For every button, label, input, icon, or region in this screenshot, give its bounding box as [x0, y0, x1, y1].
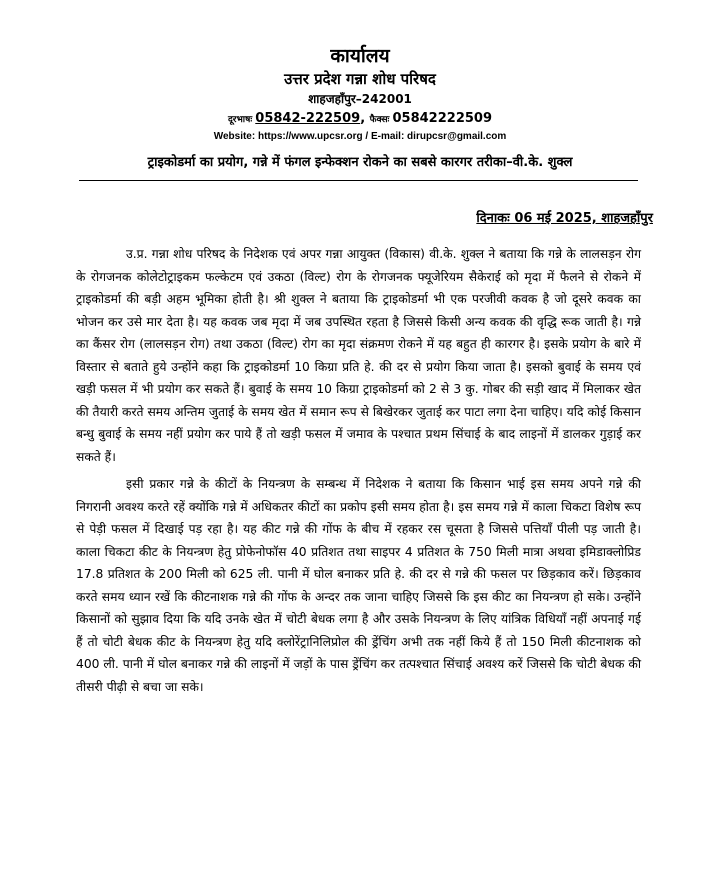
organization-name: उत्तर प्रदेश गन्ना शोध परिषद — [284, 70, 436, 88]
letterhead — [0, 44, 720, 144]
headline-divider — [79, 180, 638, 181]
website-email: Website: https://www.upcsr.org / E-mail: dirupcsr@gmail.com — [213, 131, 507, 142]
headline: ट्राइकोडर्मा का प्रयोग, गन्ने में फंगल इन्फेक्शन रोकने का सबसे कारगर तरीका–वी.के. शुक्ल — [147, 155, 573, 170]
contact-line: दूरभाषः 05842-222509, फैक्सः 05842222509 — [228, 111, 492, 126]
phone-label: दूरभाषः — [228, 115, 253, 125]
paragraph-pest-control: इसी प्रकार गन्ने के कीटों के नियन्त्रण के सम्बन्ध में निदेशक ने बताया कि किसान भाई इस समय अपने गन्ने की निगरानी अवश्य करते रहें क्योंकि गन्ने में अधिकतर कीटों का प्रकोप इसी समय होता है। इस समय गन्ने में काला चिकटा विशेष रूप से पेड़ी फसल में दिखाई पड़ रहा है। यह कीट गन्ने की गोंफ के बीच में रहकर रस चूसता है जिससे पत्तियाँ पीली पड़ जाती है। काला चिकटा कीट के नियन्त्रण हेतु प्रोफेनोफॉस 40 प्रतिशत तथा साइपर 4 प्रतिशत के 750 मिली मात्रा अथवा इमिडाक्लोप्रिड 17.8 प्रतिशत के 200 मिली को 625 ली. पानी में घोल बनाकर प्रति हे. की दर से गन्ने की फसल पर छिड़काव करें। छिड़काव करते समय ध्यान रखें कि कीटनाशक गन्ने की गोंफ के अन्दर तक जाना चाहिए जिससे कि इस कीट का नियन्त्रण हो सके। उन्होंने किसानों को सुझाव दिया कि यदि उनके खेत में चोटी बेधक लगा है और उसके नियन्त्रण के लिए यांत्रिक विधियाँ नहीं अपनाई गई हैं तो चोटी बेधक कीट के नियन्त्रण हेतु यदि क्लोरेंट्रानिलिप्रोल की ड्रेंचिंग अभी तक नहीं किये हैं तो 150 मिली कीटनाशक को 400 ली. पानी में घोल बनाकर गन्ने की लाइनों में जड़ों के पास ड्रेंचिंग कर तत्पश्चात सिंचाई अवश्य करें जिससे कि चोटी बेधक की तीसरी पीढ़ी से बचा जा सके। — [76, 477, 641, 694]
city-pincode: शाहजहाँपुर–242001 — [308, 92, 412, 106]
phone-number: 05842-222509 — [255, 111, 361, 126]
fax-label: फैक्सः — [369, 115, 390, 125]
article-body — [76, 243, 641, 703]
dateline: दिनाकः 06 मई 2025, शाहजहाँपुर — [476, 211, 653, 226]
paragraph-trichoderma: उ.प्र. गन्ना शोध परिषद के निदेशक एवं अपर गन्ना आयुक्त (विकास) वी.के. शुक्ल ने बताया कि गन्ने के लालसड़न रोग के रोगजनक कोलेटोट्राइकम फल्केटम एवं उकठा (विल्ट) रोग के रोगजनक फ्यूजेरियम सैकेराई को मृदा में फैलने से रोकने में ट्राइकोडर्मा की बड़ी अहम भूमिका होती है। श्री शुक्ल ने बताया कि ट्राइकोडर्मा भी एक परजीवी कवक है जो दूसरे कवक का भोजन कर उसे मार देता है। यह कवक जब मृदा में जब उपस्थित रहता है जिससे किसी अन्य कवक की वृद्धि रूक जाती है। गन्ने का कैंसर रोग (लालसड़न रोग) तथा उकठा (विल्ट) रोग का मृदा संक्रमण रोकने में यह बहुत ही कारगर है। इसके प्रयोग के बारे में विस्तार से बताते हुये उन्होंने कहा कि ट्राइकोडर्मा 10 किग्रा प्रति हे. की दर से प्रयोग किया जाता है। इसको बुवाई के समय एवं खड़ी फसल में भी प्रयोग कर सकते हैं। बुवाई के समय 10 किग्रा ट्राइकोडर्मा को 2 से 3 कु. गोबर की सड़ी खाद में मिलाकर खेत की तैयारी करते समय अन्तिम जुताई के समय खेत में समान रूप से बिखेरकर जुताई कर पाटा लगा देना चाहिए। यदि कोई किसान बन्धु बुवाई के समय नहीं प्रयोग कर पाये हैं तो खड़ी फसल में जमाव के पश्चात प्रथम सिंचाई के बाद लाइनों में डालकर गुड़ाई कर सकते हैं। — [76, 247, 641, 464]
office-title: कार्यालय — [330, 45, 390, 67]
fax-number: 05842222509 — [392, 111, 492, 126]
